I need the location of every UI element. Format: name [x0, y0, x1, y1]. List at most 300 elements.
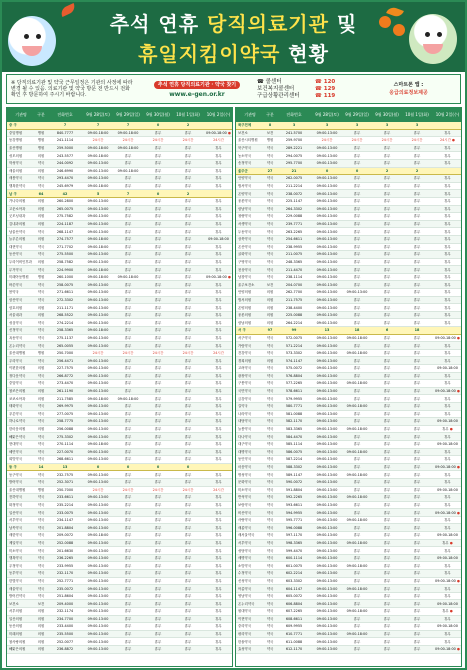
table-row: [7, 228, 232, 236]
table-cell: 휴무: [353, 457, 361, 462]
phone-cell: 580-7771: [285, 404, 303, 409]
table-row: [236, 418, 461, 426]
table-cell: 휴무: [383, 229, 391, 234]
table-cell: 휴무: [413, 146, 421, 151]
table-cell: 약국: [266, 184, 274, 189]
table-cell: 09:00-13:00: [87, 373, 109, 378]
phone-cell: 275-7582: [56, 214, 74, 219]
table-cell: 약국: [37, 282, 45, 287]
phone-cell: 259-9700: [285, 138, 303, 143]
facility-name: 북구약국: [238, 146, 252, 151]
table-cell: 휴무: [215, 518, 222, 523]
table-cell: 휴무: [184, 168, 192, 173]
table-cell: 휴무: [413, 594, 421, 599]
table-cell: 휴무: [184, 495, 192, 500]
table-cell: 09:00-13:00: [316, 578, 338, 583]
table-cell: 휴무: [154, 563, 162, 568]
table-cell: 09:00-13:00: [316, 191, 338, 196]
facility-name: 동 구: [9, 465, 17, 470]
search-link-label[interactable]: 추석 연휴 당직의료기관 · 약국 찾기: [154, 81, 240, 89]
phone-cell: 572-0075: [285, 335, 303, 340]
schedule-table-left: [6, 107, 233, 667]
table-cell: 약국: [266, 366, 274, 371]
table-cell: 의원: [37, 616, 45, 621]
table-cell: 휴무: [383, 404, 391, 409]
table-cell: 휴무: [383, 434, 391, 439]
facility-name: 삼산약국: [9, 297, 23, 302]
table-row: [7, 327, 232, 335]
phone-cell: 264-2214: [285, 320, 303, 325]
table-cell: 휴무: [353, 214, 361, 219]
table-cell: 휴무: [215, 510, 222, 515]
table-cell: 휴무: [124, 222, 132, 227]
facility-name: 이현약국: [238, 616, 252, 621]
table-cell: 휴무: [215, 305, 222, 310]
table-row: [236, 266, 461, 274]
title-part: 추석 연휴: [109, 12, 200, 36]
table-cell: 휴무: [413, 609, 421, 614]
table-cell: 휴무: [444, 457, 451, 462]
table-cell: 휴무: [184, 601, 192, 606]
table-cell: 의원: [37, 214, 45, 219]
facility-name: 울산대병원: [9, 351, 26, 356]
table-cell: 약국: [266, 343, 274, 348]
table-cell: 휴무: [413, 510, 421, 515]
table-cell: 휴무: [215, 427, 222, 432]
phone-cell: 611-0088: [285, 639, 303, 644]
table-cell: 휴무 ●: [442, 427, 453, 432]
table-cell: 휴무: [353, 616, 361, 621]
table-cell: 휴무: [184, 366, 192, 371]
facility-name: 아름약국: [238, 586, 252, 591]
table-cell: 09:00-13:00: [87, 480, 109, 485]
phone-number[interactable]: ☎ 119: [315, 93, 336, 99]
phone-cell: 239-7771: [285, 222, 303, 227]
table-row: [7, 570, 232, 578]
facility-name: 언양의원: [238, 290, 252, 295]
table-cell: 휴무: [444, 396, 451, 401]
table-cell: 휴무: [184, 153, 192, 158]
table-cell: 휴무: [444, 130, 451, 135]
table-cell: 3: [385, 123, 389, 128]
table-row: [236, 259, 461, 267]
table-cell: 09:00-18:00 ●: [435, 335, 460, 340]
table-cell: 휴무: [383, 259, 391, 264]
table-cell: 휴무: [353, 419, 361, 424]
table-cell: 약국: [37, 578, 45, 583]
facility-name: 북구전체: [238, 123, 252, 128]
table-cell: 64: [38, 191, 44, 196]
phone-cell: 600-1114: [285, 556, 303, 561]
phone-cell: 243-5577: [56, 153, 74, 158]
table-cell: 09:00-13:00: [316, 404, 338, 409]
table-cell: 휴무: [154, 502, 162, 507]
facility-name: 구봉약국: [238, 381, 252, 386]
table-cell: 약국: [37, 419, 45, 424]
facility-name: 서울내과: [9, 313, 23, 318]
table-cell: 휴무: [215, 525, 222, 530]
table-cell: 09:00-13:00: [316, 229, 338, 234]
table-cell: 휴무: [353, 510, 361, 515]
table-cell: 09:00-13:00: [316, 146, 338, 151]
facility-name: 동산약국: [9, 252, 23, 257]
table-cell: 휴무: [413, 457, 421, 462]
table-cell: 휴무: [215, 419, 222, 424]
table-cell: 약국: [266, 191, 274, 196]
table-cell: 휴무: [413, 259, 421, 264]
table-cell: 약국: [266, 616, 274, 621]
table-cell: 휴무: [383, 502, 391, 507]
table-cell: 휴무: [383, 191, 391, 196]
table-row: [236, 403, 461, 411]
table-cell: 휴무: [154, 343, 162, 348]
table-cell: 병원: [37, 138, 45, 143]
table-cell: 09:00-13:00: [87, 282, 109, 287]
table-cell: 휴무: [184, 449, 192, 454]
table-row: [7, 236, 232, 244]
table-cell: 휴무: [444, 229, 451, 234]
app-name[interactable]: 응급의료정보제공: [389, 90, 428, 96]
table-cell: 휴무: [124, 556, 132, 561]
phone-cell: 236-2265: [56, 556, 74, 561]
table-cell: 휴무: [154, 381, 162, 386]
table-cell: 약국: [37, 556, 45, 561]
table-cell: 휴무: [444, 161, 451, 166]
table-cell: 의원: [266, 358, 274, 363]
table-cell: 09:00-18:00: [346, 404, 368, 409]
table-cell: 휴무: [124, 571, 132, 576]
table-cell: 휴무: [353, 222, 361, 227]
table-row: [7, 357, 232, 365]
table-cell: 휴무: [383, 275, 391, 280]
table-cell: 휴무: [383, 373, 391, 378]
district-summary-row: [7, 464, 232, 472]
table-cell: 09:00-13:00: [87, 290, 109, 295]
table-cell: 휴무: [124, 639, 132, 644]
table-cell: 휴무: [353, 320, 361, 325]
table-cell: 휴무: [154, 548, 162, 553]
table-cell: 휴무: [444, 502, 451, 507]
column-header: 9월 29일(일): [345, 112, 369, 117]
table-cell: 휴무: [444, 206, 451, 211]
table-cell: 휴무: [413, 571, 421, 576]
table-cell: 휴무: [444, 480, 451, 485]
table-row: [236, 555, 461, 563]
phone-cell: 232-1170: [56, 571, 74, 576]
table-cell: 휴무: [383, 282, 391, 287]
phone-cell: 277-0075: [56, 411, 74, 416]
phone-cell: 235-2214: [56, 502, 74, 507]
table-cell: 약국: [37, 244, 45, 249]
table-cell: 휴무: [383, 556, 391, 561]
column-header: 9월 28일(토): [86, 112, 110, 117]
table-cell: 09:00-13:00: [316, 297, 338, 302]
table-cell: 휴무: [383, 465, 391, 470]
table-cell: 09:00-13:00: [87, 502, 109, 507]
table-cell: 09:00-13:00: [87, 229, 109, 234]
table-cell: 약국: [266, 465, 274, 470]
table-cell: 09:00-13:00: [87, 571, 109, 576]
table-cell: 09:00-13:00: [316, 495, 338, 500]
phone-cell: 585-1114: [285, 442, 303, 447]
table-cell: 09:00-18:00: [87, 267, 109, 272]
table-cell: 휴무: [154, 184, 162, 189]
table-cell: 휴무: [154, 153, 162, 158]
table-cell: 약국: [266, 525, 274, 530]
phone-cell: 577-2265: [285, 381, 303, 386]
table-cell: 약국: [37, 518, 45, 523]
table-cell: 09:00-18:00: [87, 146, 109, 151]
table-row: [7, 251, 232, 259]
phone-cell: 233-4400: [56, 624, 74, 629]
facility-name: 코코소아과: [9, 396, 26, 401]
table-cell: 휴무: [154, 624, 162, 629]
table-cell: 휴무: [215, 533, 222, 538]
table-cell: 휴무: [215, 632, 222, 637]
phone-cell: 42: [62, 191, 68, 196]
table-cell: 휴무: [353, 411, 361, 416]
table-cell: 09:00-13:00: [316, 184, 338, 189]
table-cell: 휴무: [215, 176, 222, 181]
table-cell: 09:00-18:00 ●: [435, 389, 460, 394]
table-cell: 약국: [266, 502, 274, 507]
table-cell: 휴무: [154, 199, 162, 204]
table-cell: 약국: [266, 639, 274, 644]
phone-cell: 224-9900: [56, 267, 74, 272]
facility-name: 동인약국: [238, 457, 252, 462]
table-cell: 휴무: [215, 168, 222, 173]
table-cell: 휴무: [124, 601, 132, 606]
table-cell: 휴무: [154, 146, 162, 151]
table-cell: 휴무: [383, 624, 391, 629]
facility-name: 울주군: [238, 168, 248, 173]
table-cell: 휴무: [353, 206, 361, 211]
facility-name: 서 구: [238, 328, 246, 333]
table-cell: 휴무: [413, 624, 421, 629]
table-cell: 약국: [37, 472, 45, 477]
table-cell: 09:00-18:00: [437, 624, 458, 629]
table-cell: 약국: [37, 373, 45, 378]
table-cell: 휴무: [413, 290, 421, 295]
table-row: [7, 585, 232, 593]
phone-cell: 268-6611: [56, 457, 74, 462]
title-part-highlight: 휴일지킴이약국: [138, 42, 281, 66]
table-cell: 휴무: [444, 358, 451, 363]
table-row: [7, 137, 232, 145]
table-cell: 휴무: [353, 480, 361, 485]
table-cell: 약국: [266, 601, 274, 606]
table-cell: 약국: [266, 510, 274, 515]
table-row: [7, 373, 232, 381]
table-cell: 휴무: [444, 191, 451, 196]
facility-name: 하나로약국: [9, 419, 26, 424]
table-cell: 휴무: [124, 434, 132, 439]
table-cell: 휴무: [383, 366, 391, 371]
table-row: [7, 494, 232, 502]
table-cell: 09:00-18:00: [346, 449, 368, 454]
phone-cell: 289-2221: [285, 146, 303, 151]
table-cell: 휴무: [184, 480, 192, 485]
table-cell: 약국: [266, 540, 274, 545]
table-cell: 휴무: [154, 639, 162, 644]
table-cell: 09:00-13:00: [87, 358, 109, 363]
facility-name: 가람약국: [238, 343, 252, 348]
table-cell: 09:00-18:00: [437, 366, 458, 371]
table-cell: 휴무: [124, 480, 132, 485]
phone-number[interactable]: ☎ 120: [315, 79, 336, 85]
table-cell: 휴무: [383, 449, 391, 454]
mascot-eye: [425, 32, 430, 37]
facility-name: 해맑은의원: [9, 647, 26, 652]
table-cell: 휴무: [383, 222, 391, 227]
table-cell: 보건: [37, 601, 45, 606]
phone-cell: 238-9955: [285, 244, 303, 249]
table-cell: 휴무: [215, 214, 222, 219]
table-cell: 약국: [266, 480, 274, 485]
table-cell: 휴무: [154, 373, 162, 378]
table-row: [236, 494, 461, 502]
table-cell: 휴무: [124, 153, 132, 158]
table-cell: 09:00-18:00: [346, 586, 368, 591]
phone-cell: 258-0075: [56, 282, 74, 287]
website-url[interactable]: www.e-gen.or.kr: [169, 90, 225, 98]
table-cell: 휴무: [154, 328, 162, 333]
table-row: [236, 221, 461, 229]
table-cell: 휴무: [154, 586, 162, 591]
table-cell: 휴무: [184, 571, 192, 576]
table-cell: 휴무: [444, 297, 451, 302]
table-cell: 약국: [266, 267, 274, 272]
table-cell: 09:00-18:00: [117, 130, 139, 135]
facility-name: 두동약국: [238, 229, 252, 234]
phone-number[interactable]: ☎ 129: [315, 86, 336, 92]
phone-cell: 252-3071: [56, 480, 74, 485]
phone-cell: 587-2214: [285, 457, 303, 462]
table-cell: 휴무: [154, 222, 162, 227]
facility-name: 영남약국: [238, 594, 252, 599]
table-cell: 의원: [37, 222, 45, 227]
table-cell: 휴무: [413, 335, 421, 340]
table-cell: 약국: [37, 358, 45, 363]
table-cell: 휴무: [184, 313, 192, 318]
table-cell: 휴무: [215, 282, 222, 287]
table-cell: 09:00-13:00: [316, 616, 338, 621]
table-cell: 09:00-18:00: [346, 609, 368, 614]
table-row: [236, 524, 461, 532]
table-cell: 휴무: [184, 381, 192, 386]
table-row: [7, 281, 232, 289]
column-header: 전화번호: [57, 112, 73, 117]
table-cell: 휴무: [184, 502, 192, 507]
table-cell: 약국: [266, 578, 274, 583]
table-cell: 휴무: [413, 563, 421, 568]
mascot-eye: [437, 32, 442, 37]
phone-cell: 261-1190: [56, 389, 74, 394]
table-cell: 09:00-18:00 ●: [435, 647, 460, 652]
table-row: [7, 532, 232, 540]
table-cell: 휴무: [383, 632, 391, 637]
table-cell: 09:00-18:00: [437, 533, 458, 538]
table-cell: 09:00-13:00: [316, 518, 338, 523]
phone-cell: 227-0070: [56, 449, 74, 454]
table-cell: 휴무: [184, 404, 192, 409]
table-cell: 휴무: [184, 556, 192, 561]
table-cell: 휴무: [215, 472, 222, 477]
facility-name: 남울산약국: [9, 229, 26, 234]
facility-name: 대현약국: [9, 244, 23, 249]
facility-name: 대명약국: [238, 449, 252, 454]
phone-list: [257, 79, 357, 99]
table-cell: 0: [156, 123, 160, 128]
table-cell: 휴무: [383, 411, 391, 416]
table-cell: 약국: [266, 624, 274, 629]
table-cell: 24시간: [182, 138, 194, 143]
table-cell: 휴무: [353, 396, 361, 401]
table-cell: 09:00-18:00: [117, 396, 139, 401]
table-cell: 09:00-13:00: [316, 442, 338, 447]
table-cell: 휴무: [184, 222, 192, 227]
facility-name: 새한약국: [9, 533, 23, 538]
facility-name: 굴화약국: [238, 252, 252, 257]
table-cell: 휴무: [383, 525, 391, 530]
table-row: [236, 281, 461, 289]
table-cell: 09:00-13:00: [87, 616, 109, 621]
table-cell: 7: [126, 191, 130, 196]
facility-name: 남 구: [9, 191, 17, 196]
table-cell: 휴무: [184, 586, 192, 591]
table-cell: 09:00-13:00: [87, 343, 109, 348]
table-cell: 약국: [266, 404, 274, 409]
facility-name: 반석약국: [238, 495, 252, 500]
facility-name: 광장약국: [238, 373, 252, 378]
table-cell: 약국: [266, 244, 274, 249]
facility-name: 삼남의원: [238, 320, 252, 325]
table-cell: 휴무: [124, 176, 132, 181]
phone-cell: 581-0088: [285, 411, 303, 416]
phone-cell: 252-7771: [56, 578, 74, 583]
table-cell: 휴무: [124, 518, 132, 523]
table-cell: 휴무: [215, 601, 222, 606]
phone-cell: 602-2214: [285, 571, 303, 576]
table-cell: 09:00-13:00: [316, 244, 338, 249]
table-cell: 09:00-13:00: [316, 214, 338, 219]
table-cell: 24시간 ●: [439, 138, 455, 143]
table-cell: 휴무: [124, 259, 132, 264]
table-cell: 09:00-13:00: [316, 647, 338, 652]
table-cell: 휴무: [413, 419, 421, 424]
table-cell: 휴무: [215, 404, 222, 409]
facility-name: 울산대병원: [9, 487, 26, 492]
table-row: [236, 540, 461, 548]
table-cell: 09:00-18:00 ●: [435, 510, 460, 515]
table-cell: 09:00-13:00: [316, 624, 338, 629]
table-cell: 휴무: [124, 237, 132, 242]
table-cell: 09:00-18:00: [346, 632, 368, 637]
table-cell: 휴무: [383, 548, 391, 553]
phone-cell: 591-8804: [285, 487, 303, 492]
search-link-box[interactable]: [137, 81, 257, 98]
phone-cell: 256-0088: [56, 427, 74, 432]
table-row: [236, 433, 461, 441]
table-cell: 09:00-13:00: [316, 199, 338, 204]
phone-cell: 599-4470: [285, 548, 303, 553]
table-cell: 휴무: [413, 495, 421, 500]
facility-name: 성당약국: [238, 548, 252, 553]
table-cell: 09:00-18:00: [437, 487, 458, 492]
table-cell: 09:00-13:00: [87, 540, 109, 545]
phone-cell: 609-9955: [285, 624, 303, 629]
table-cell: 휴무: [124, 282, 132, 287]
